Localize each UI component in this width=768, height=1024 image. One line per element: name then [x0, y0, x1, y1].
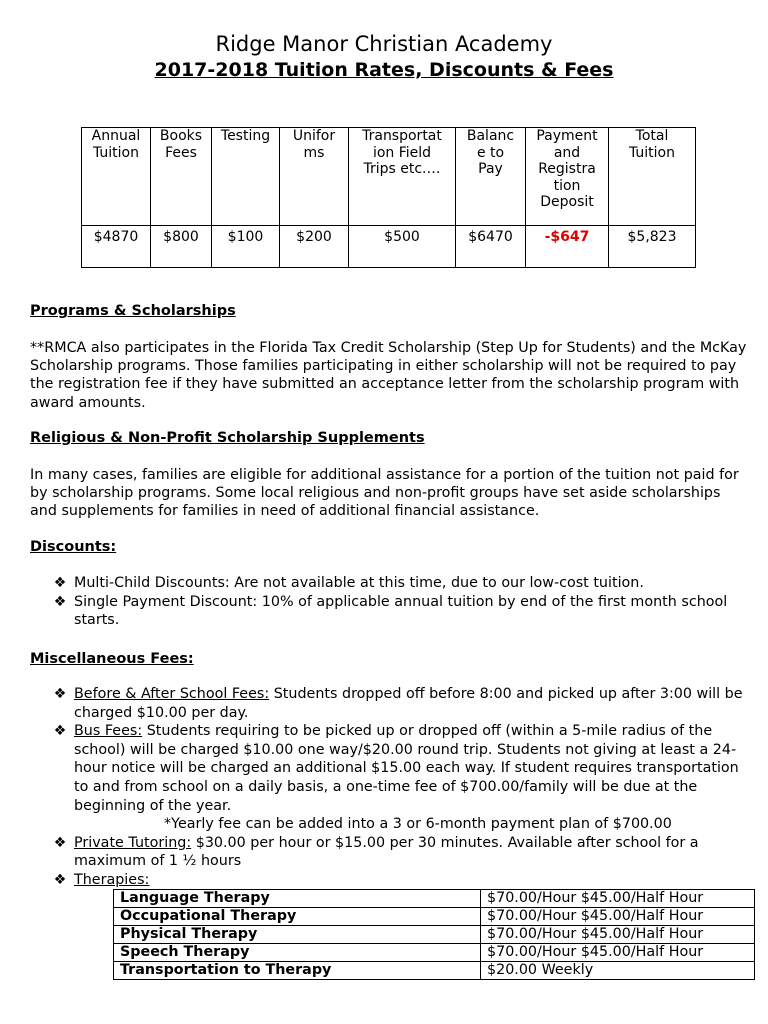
value-transportation: $500	[349, 226, 456, 268]
diamond-bullet-icon: ❖	[53, 686, 67, 702]
tuition-header-row	[82, 128, 696, 226]
value-annual-tuition: $4870	[82, 226, 151, 268]
table-row	[114, 908, 755, 926]
programs-heading: Programs & Scholarships	[30, 303, 236, 319]
list-item	[52, 871, 752, 890]
header-transportation: Transportat ion Field Trips etc.…	[349, 128, 456, 226]
diamond-bullet-icon: ❖	[53, 723, 67, 740]
tuition-values-row	[82, 226, 696, 268]
therapy-price: $70.00/Hour $45.00/Half Hour	[481, 890, 755, 908]
table-row	[114, 962, 755, 980]
value-testing: $100	[212, 226, 280, 268]
table-row	[114, 944, 755, 962]
table-row	[114, 890, 755, 908]
header-books-fees: Books Fees	[151, 128, 212, 226]
list-item	[52, 574, 752, 593]
diamond-outline-bullet-icon: ❖	[53, 834, 67, 851]
list-item	[52, 593, 752, 630]
fee-text: Students dropped off before 8:00 and picked up after 3:00 will be charged $10.00 per day.	[74, 686, 743, 721]
list-item	[52, 834, 752, 871]
therapy-name: Transportation to Therapy	[114, 962, 481, 980]
therapy-price: $70.00/Hour $45.00/Half Hour	[481, 908, 755, 926]
therapy-price: $20.00 Weekly	[481, 962, 755, 980]
therapy-name: Speech Therapy	[114, 944, 481, 962]
header-balance: Balanc e to Pay	[456, 128, 526, 226]
document-title: 2017-2018 Tuition Rates, Discounts & Fees	[154, 59, 614, 81]
fee-label: Therapies:	[74, 871, 150, 888]
therapy-price: $70.00/Hour $45.00/Half Hour	[481, 926, 755, 944]
misc-fees-heading: Miscellaneous Fees:	[30, 651, 194, 667]
therapy-price: $70.00/Hour $45.00/Half Hour	[481, 944, 755, 962]
header-uniforms: Unifor ms	[280, 128, 349, 226]
school-name: Ridge Manor Christian Academy	[215, 32, 553, 56]
header-payment-deposit: Payment and Registra tion Deposit	[526, 128, 609, 226]
value-uniforms: $200	[280, 226, 349, 268]
discount-text: Single Payment Discount: 10% of applicable annual tuition by end of the first month school starts.	[74, 593, 728, 629]
religious-heading: Religious & Non-Profit Scholarship Supplements	[30, 430, 425, 446]
therapy-name: Physical Therapy	[114, 926, 481, 944]
diamond-outline-bullet-icon: ❖	[53, 871, 67, 888]
therapy-name: Occupational Therapy	[114, 908, 481, 926]
header-annual-tuition: Annual Tuition	[82, 128, 151, 226]
value-payment-deposit: -$647	[526, 226, 609, 268]
value-books-fees: $800	[151, 226, 212, 268]
value-total-tuition: $5,823	[609, 226, 696, 268]
table-row	[114, 926, 755, 944]
therapy-name: Language Therapy	[114, 890, 481, 908]
discounts-list	[52, 574, 752, 630]
fee-text: Students requiring to be picked up or dropped off (within a 5-mile radius of the school) will be charged $10.00 one way/$20.00 round trip. Students not giving at least a 24-hour notice will be charged an additional $15.00 each way. If student requires transportation to and from school on a daily basis, a one-time fee of $700.00/family will be due at the beginning of the year.	[74, 723, 739, 814]
fee-label: Bus Fees:	[74, 723, 143, 740]
bus-fee-note: *Yearly fee can be added into a 3 or 6-month payment plan of $700.00	[164, 816, 672, 833]
therapy-table	[113, 889, 755, 980]
misc-fees-list	[52, 685, 752, 890]
list-item	[52, 722, 752, 834]
fee-label: Private Tutoring:	[74, 834, 192, 851]
fee-label: Before & After School Fees:	[74, 686, 270, 702]
discount-text: Multi-Child Discounts: Are not available at this time, due to our low-cost tuition.	[74, 575, 644, 591]
programs-paragraph: **RMCA also participates in the Florida Tax Credit Scholarship (Step Up for Students) and the McKay Scholarship programs. Those families participating in either scholarship will not be required to pay the registration fee if they have submitted an acceptance letter from the scholarship program with award amounts.	[30, 340, 747, 411]
list-item	[52, 685, 752, 722]
header-testing: Testing	[212, 128, 280, 226]
value-balance: $6470	[456, 226, 526, 268]
religious-paragraph: In many cases, families are eligible for additional assistance for a portion of the tuition not paid for by scholarship programs. Some local religious and non-profit groups have set aside scholarships and supplements for families in need of additional financial assistance.	[30, 467, 739, 520]
diamond-bullet-icon: ❖	[53, 575, 67, 591]
diamond-bullet-icon: ❖	[53, 593, 67, 610]
fee-text: $30.00 per hour or $15.00 per 30 minutes. Available after school for a maximum of 1 ½ hours	[74, 834, 699, 870]
tuition-table	[81, 127, 696, 268]
discounts-heading: Discounts:	[30, 539, 117, 555]
header-total-tuition: Total Tuition	[609, 128, 696, 226]
